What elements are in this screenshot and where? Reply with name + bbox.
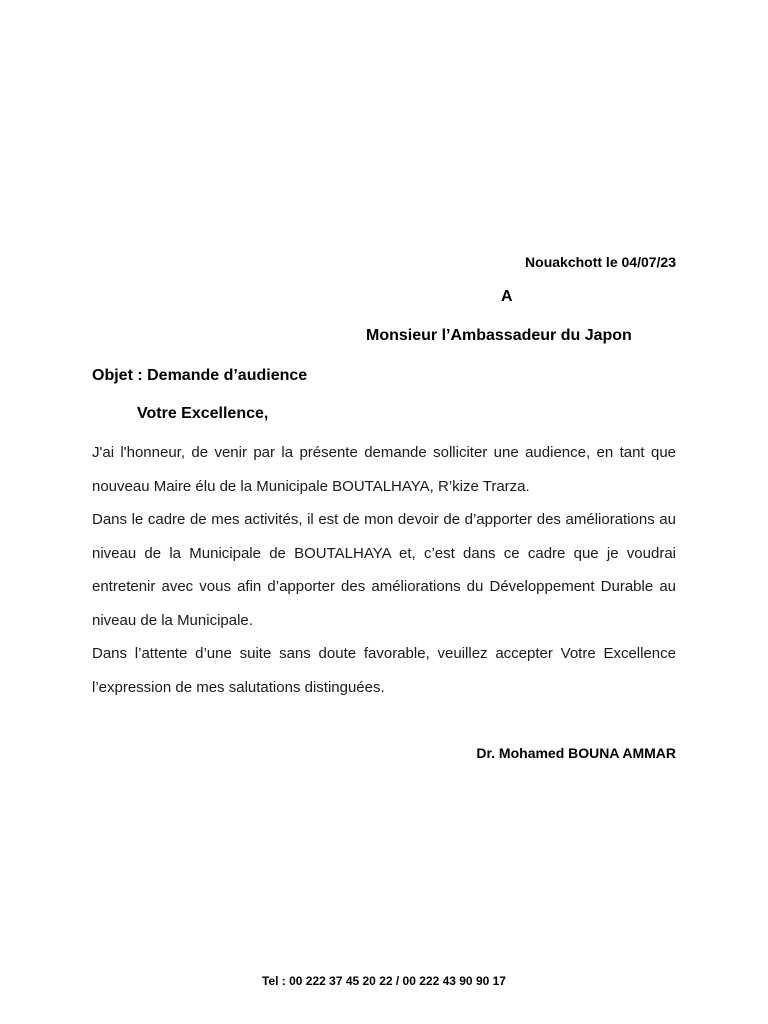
body-paragraph: J'ai l'honneur, de venir par la présente demande solliciter une audience, en tant que nouveau Maire élu de la Municipale BOUTALHAYA, R’kize Trarza.	[92, 444, 676, 495]
letter-subject: Objet : Demande d’audience	[92, 367, 308, 384]
recipient: Monsieur l’Ambassadeur du Japon	[366, 327, 632, 344]
letter-date: Nouakchott le 04/07/23	[525, 254, 676, 270]
body-paragraph: Dans l’attente d’une suite sans doute favorable, veuillez accepter Votre Excellence l’expression de mes salutations distinguées.	[92, 645, 676, 696]
recipient-prefix: A	[501, 288, 513, 305]
signature: Dr. Mohamed BOUNA AMMAR	[476, 745, 676, 761]
body-paragraph: Dans le cadre de mes activités, il est de mon devoir de d’apporter des améliorations au niveau de la Municipale de BOUTALHAYA et, c’est dans ce cadre que je voudrai entretenir avec vous afin d’apporter des améliorations du Développement Durable au niveau de la Municipale.	[92, 511, 676, 629]
footer-contact: Tel : 00 222 37 45 20 22 / 00 222 43 90 90 17	[262, 974, 506, 988]
salutation: Votre Excellence,	[137, 405, 269, 422]
letter-body	[92, 436, 676, 704]
